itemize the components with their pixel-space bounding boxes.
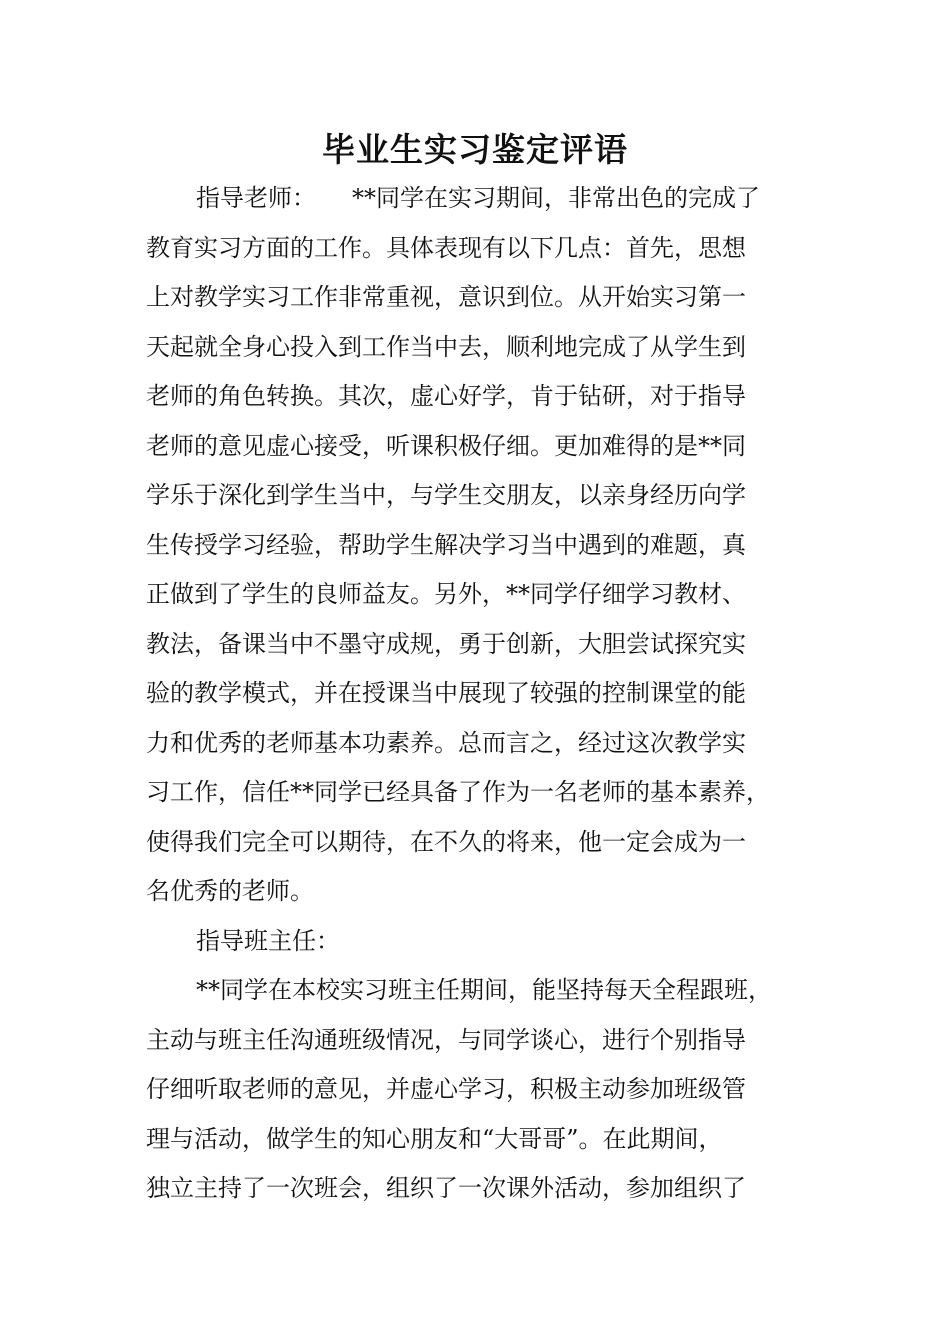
paragraph-line: 天起就全身心投入到工作当中去，顺利地完成了从学生到	[146, 332, 746, 361]
paragraph-line: 学乐于深化到学生当中，与学生交朋友，以亲身经历向学	[146, 481, 746, 509]
section-heading: 指导班主任：	[196, 926, 340, 955]
paragraph-line: 指导老师： **同学在实习期间，非常出色的完成了	[196, 184, 760, 212]
paragraph-line: 上对教学实习工作非常重视，意识到位。从开始实习第一	[146, 283, 746, 311]
paragraph-line: 仔细听取老师的意见，并虚心学习，积极主动参加班级管	[146, 1075, 746, 1103]
paragraph-line: 主动与班主任沟通班级情况，与同学谈心，进行个别指导	[146, 1025, 746, 1054]
paragraph-line: 教育实习方面的工作。具体表现有以下几点：首先，思想	[146, 233, 746, 262]
document-title: 毕业生实习鉴定评语	[322, 130, 628, 169]
paragraph-line: 正做到了学生的良师益友。另外，**同学仔细学习教材、	[146, 580, 746, 608]
paragraph-line: **同学在本校实习班主任期间，能坚持每天全程跟班，	[196, 976, 772, 1004]
paragraph-line: 验的教学模式，并在授课当中展现了较强的控制课堂的能	[146, 679, 746, 707]
paragraph-line: 理与活动，做学生的知心朋友和“大哥哥”。在此期间，	[146, 1124, 723, 1153]
paragraph-line: 力和优秀的老师基本功素养。总而言之，经过这次教学实	[146, 728, 746, 757]
paragraph-line: 习工作，信任**同学已经具备了作为一名老师的基本素养，	[146, 778, 770, 806]
paragraph-line: 老师的角色转换。其次，虚心好学，肯于钻研，对于指导	[146, 382, 746, 410]
document-body	[146, 174, 814, 1214]
paragraph-line: 使得我们完全可以期待，在不久的将来，他一定会成为一	[146, 827, 746, 856]
paragraph-line: 老师的意见虚心接受，听课积极仔细。更加难得的是**同	[146, 431, 746, 460]
paragraph-line: 名优秀的老师。	[146, 877, 314, 905]
paragraph-line: 教法，备课当中不墨守成规，勇于创新，大胆尝试探究实	[146, 629, 746, 658]
paragraph-line: 独立主持了一次班会，组织了一次课外活动，参加组织了	[146, 1174, 746, 1202]
paragraph-line: 生传授学习经验，帮助学生解决学习当中遇到的难题，真	[146, 530, 746, 559]
